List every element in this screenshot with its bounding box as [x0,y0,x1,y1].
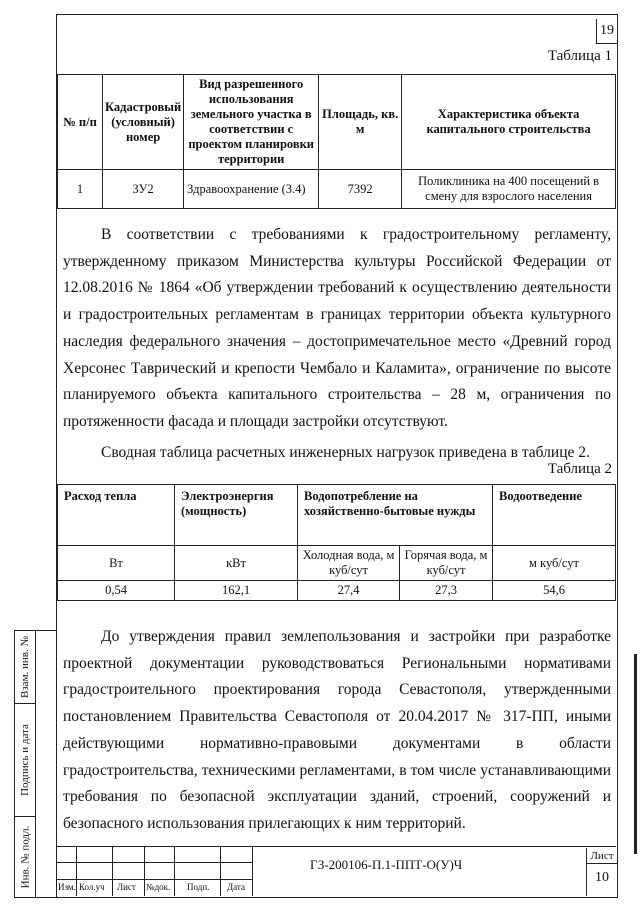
paragraph: Сводная таблица расчетных инженерных нагрузок приведена в таблице 2. [101,443,590,461]
table2-unit: Холодная вода, м куб/сут [298,546,400,581]
title-block-line [112,846,113,896]
table1-label: Таблица 1 [547,48,612,64]
title-block-line [56,862,252,863]
title-block-line [56,879,252,880]
page-number: 19 [596,19,617,44]
body-text-1 [63,222,611,466]
stamp-column-label: Изм. [58,882,76,892]
stamp-column-label: Дата [227,882,245,892]
table1 [57,74,616,209]
sheet-number: 10 [595,870,609,885]
table2-unit: Горячая вода, м куб/сут [400,546,493,581]
table1-header: Характеристика объекта капитального строительства [402,75,616,170]
stamp-column-label: №док. [146,882,171,892]
table2-header: Водопотребление на хозяйственно-бытовые нужды [298,485,493,546]
stamp-column-label: Подп. [187,882,210,892]
table2-header-row [58,485,616,546]
table1-header: Площадь, кв. м [319,75,402,170]
table2-label: Таблица 2 [547,461,612,477]
table1-header: № п/п [58,75,103,170]
table1-header-row [58,75,616,170]
stamp-column-label: Лист [117,882,136,892]
side-stamp-cell [15,704,36,817]
table2 [57,484,616,601]
table2-unit: кВт [175,546,298,581]
table2-value: 162,1 [175,581,298,601]
table2-value: 27,4 [298,581,400,601]
title-block-line [252,846,253,896]
side-stamp [14,630,56,898]
side-stamp-cell [15,817,36,897]
table-row [58,546,616,581]
table-row [58,581,616,601]
sheet-box [586,848,617,896]
table1-cell: Здравоохранение (3.4) [184,170,319,209]
title-block-line [56,846,616,847]
side-stamp-label: Взам. инв. № [19,636,31,698]
table-row [58,170,616,209]
side-stamp-label: Инв. № подл. [19,825,31,889]
side-stamp-label: Подпись и дата [19,724,31,796]
title-block-line [174,846,175,896]
stamp-column-label: Кол.уч [79,882,105,892]
document-code: ГЗ-200106-П.1-ППТ-О(У)Ч [310,857,463,872]
title-block-line [144,846,145,896]
binding-edge [634,654,637,854]
table2-value: 54,6 [493,581,616,601]
table2-header: Водоотведение [493,485,616,546]
table1-header: Вид разрешенного использования земельного участка в соответствии с проектом планировки территории [184,75,319,170]
body-text-2 [63,624,611,838]
table1-cell: 1 [58,170,103,209]
table1-cell: Поликлиника на 400 посещений в смену для взрослого населения [402,170,616,209]
table2-value: 27,3 [400,581,493,601]
table2-header: Электроэнергия (мощность) [175,485,298,546]
sheet-label: Лист [587,850,617,864]
title-block-line [76,846,77,896]
side-stamp-cell [15,631,36,704]
paragraph: В соответствии с требованиями к градостроительному регламенту, утвержденному приказом Министерства культуры Российской Федерации от 12.08.2016 № 1864 «Об утверждении требований к осуществлению деятельности и градостроительных регламентам в границах территории объекта культурного наследия федерального значения – достопримечательное место «Древний город Херсонес Таврический и крепости Чембало и Каламита», ограничение по высоте планируемого объекта капитального строительства – 28 м, ограничения по протяженности фасада и площади застройки отсутствуют. [63,226,611,430]
table1-cell: ЗУ2 [103,170,184,209]
paragraph: До утверждения правил землепользования и застройки при разработке проектной документации руководствоваться Региональными нормативами градостроительного проектирования города Севастополя, утвержденными постановлением Правительства Севастополя от 20.04.2017 № 317-ПП, иными действующими нормативно-правовыми документами в области градостроительства, техническими регламентами, в том числе устанавливающими требования по безопасной эксплуатации зданий, строений, сооружений и безопасного использования прилегающих к ним территорий. [63,628,611,832]
table2-header: Расход тепла [58,485,175,546]
title-block-line [220,846,221,896]
table2-value: 0,54 [58,581,175,601]
table2-unit: Вт [58,546,175,581]
table2-unit: м куб/сут [493,546,616,581]
table1-header: Кадастровый (условный) номер [103,75,184,170]
table1-cell: 7392 [319,170,402,209]
